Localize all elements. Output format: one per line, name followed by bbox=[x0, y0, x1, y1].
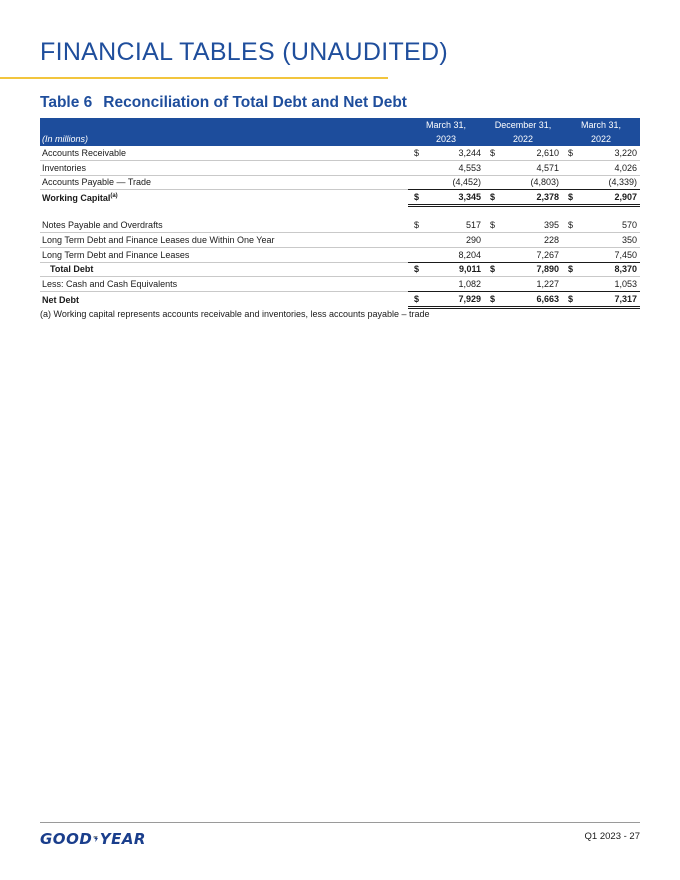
cell-value: 350 bbox=[576, 232, 640, 247]
page-title: FINANCIAL TABLES (UNAUDITED) bbox=[40, 38, 448, 66]
row-label: Total Debt bbox=[40, 262, 408, 277]
cell-value: 517 bbox=[422, 218, 484, 232]
cell-value: (4,339) bbox=[576, 175, 640, 190]
table-heading bbox=[40, 94, 407, 112]
currency-symbol: $ bbox=[484, 190, 498, 206]
cell-value: 1,082 bbox=[422, 277, 484, 292]
currency-symbol: $ bbox=[562, 190, 576, 206]
currency-symbol: $ bbox=[562, 146, 576, 160]
cell-value: 3,244 bbox=[422, 146, 484, 160]
table-row-total-debt bbox=[40, 262, 640, 277]
cell-value: 290 bbox=[422, 232, 484, 247]
cell-value: 3,220 bbox=[576, 146, 640, 160]
currency-symbol: $ bbox=[408, 292, 422, 308]
table-row bbox=[40, 160, 640, 175]
currency-symbol: $ bbox=[484, 262, 498, 277]
cell-value: 7,267 bbox=[498, 247, 562, 262]
row-label: Net Debt bbox=[42, 294, 80, 305]
table-title: Reconciliation of Total Debt and Net Debt bbox=[103, 94, 407, 111]
cell-value: 2,610 bbox=[498, 146, 562, 160]
cell-value: 7,317 bbox=[576, 292, 640, 308]
footnote-mark: (a) bbox=[110, 193, 118, 200]
table-row bbox=[40, 218, 640, 232]
table-row-net-debt bbox=[40, 292, 640, 308]
units-label: (In millions) bbox=[40, 132, 408, 146]
table-row bbox=[40, 175, 640, 190]
row-label: Long Term Debt and Finance Leases due Within One Year bbox=[40, 232, 408, 247]
column-year: 2023 bbox=[408, 132, 484, 146]
footer-divider bbox=[40, 822, 640, 823]
table-row bbox=[40, 247, 640, 262]
logo-text-right: YEAR bbox=[99, 830, 146, 848]
cell-value: 2,907 bbox=[576, 190, 640, 206]
table-row bbox=[40, 232, 640, 247]
cell-value: 7,890 bbox=[498, 262, 562, 277]
cell-value: 2,378 bbox=[498, 190, 562, 206]
header-row-1 bbox=[40, 118, 640, 132]
currency-symbol: $ bbox=[562, 292, 576, 308]
table-row bbox=[40, 146, 640, 160]
currency-symbol: $ bbox=[408, 190, 422, 206]
row-label: Accounts Payable — Trade bbox=[40, 175, 408, 190]
cell-value: 1,053 bbox=[576, 277, 640, 292]
cell-value: 8,370 bbox=[576, 262, 640, 277]
logo-text-left: GOOD bbox=[40, 830, 93, 848]
goodyear-logo bbox=[40, 829, 146, 849]
row-label: Less: Cash and Cash Equivalents bbox=[40, 277, 408, 292]
cell-value: 9,011 bbox=[422, 262, 484, 277]
cell-value: 3,345 bbox=[422, 190, 484, 206]
table-row bbox=[40, 277, 640, 292]
cell-value: 4,571 bbox=[498, 160, 562, 175]
column-year: 2022 bbox=[484, 132, 562, 146]
row-label: Accounts Receivable bbox=[40, 146, 408, 160]
header-row-2 bbox=[40, 132, 640, 146]
cell-value: 4,553 bbox=[422, 160, 484, 175]
cell-value: 6,663 bbox=[498, 292, 562, 308]
currency-symbol: $ bbox=[562, 262, 576, 277]
currency-symbol: $ bbox=[408, 146, 422, 160]
debt-reconciliation-table bbox=[40, 118, 640, 309]
cell-value: 1,227 bbox=[498, 277, 562, 292]
cell-value: 395 bbox=[498, 218, 562, 232]
row-label: Working Capital$^{(a)}$ bbox=[42, 193, 118, 204]
column-header: March 31, bbox=[408, 118, 484, 132]
cell-value: 7,929 bbox=[422, 292, 484, 308]
currency-symbol: $ bbox=[408, 262, 422, 277]
cell-value: 7,450 bbox=[576, 247, 640, 262]
currency-symbol: $ bbox=[408, 218, 422, 232]
title-underline bbox=[0, 77, 388, 79]
cell-value: (4,452) bbox=[422, 175, 484, 190]
column-header: March 31, bbox=[562, 118, 640, 132]
cell-value: 228 bbox=[498, 232, 562, 247]
page-number: Q1 2023 - 27 bbox=[584, 831, 640, 842]
table-number: Table 6 bbox=[40, 94, 93, 111]
currency-symbol: $ bbox=[562, 218, 576, 232]
row-label: Long Term Debt and Finance Leases bbox=[40, 247, 408, 262]
row-label: Inventories bbox=[40, 160, 408, 175]
currency-symbol: $ bbox=[484, 146, 498, 160]
cell-value: 570 bbox=[576, 218, 640, 232]
currency-symbol: $ bbox=[484, 218, 498, 232]
row-label: Notes Payable and Overdrafts bbox=[40, 218, 408, 232]
cell-value: 4,026 bbox=[576, 160, 640, 175]
winged-foot-icon bbox=[93, 830, 98, 848]
table-row-working-capital bbox=[40, 190, 640, 206]
footnote: (a) Working capital represents accounts receivable and inventories, less accounts payable – trade bbox=[40, 309, 430, 319]
cell-value: 8,204 bbox=[422, 247, 484, 262]
cell-value: (4,803) bbox=[498, 175, 562, 190]
column-year: 2022 bbox=[562, 132, 640, 146]
column-header: December 31, bbox=[484, 118, 562, 132]
currency-symbol: $ bbox=[484, 292, 498, 308]
